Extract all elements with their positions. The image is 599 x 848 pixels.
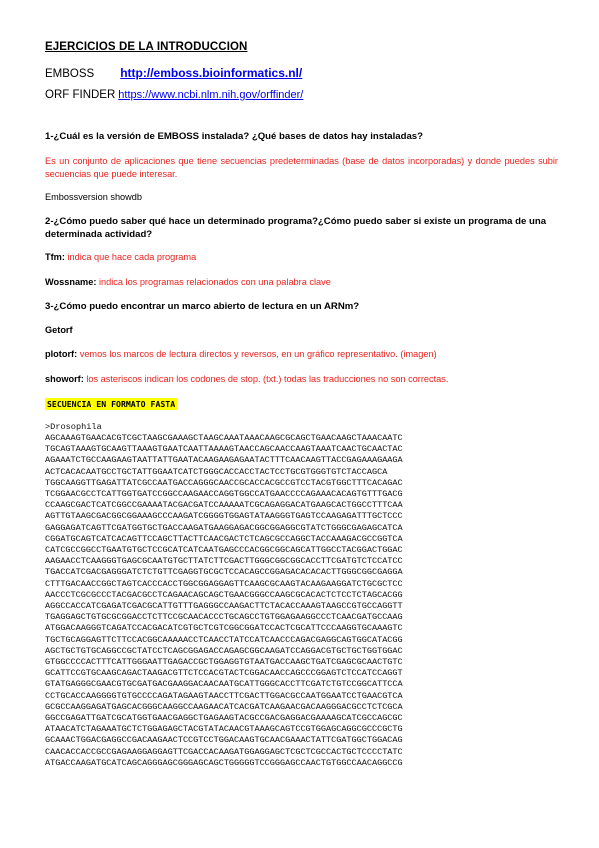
fasta-section-heading: SECUENCIA EN FORMATO FASTA — [47, 399, 176, 409]
fasta-sequence-line: CAACACCACCGCCGAGAAGGAGGAGTTCGACCACAAGATGGAGGAGCTCGCTCGCCACTGCTCCCCTATC — [45, 746, 403, 757]
plotorf-label: plotorf — [45, 349, 75, 359]
fasta-sequence-line: GAGGAGATCAGTTCGATGGTGCTGACCAAGATGAAGGAGACGGCGGAGGCGTATCTGGGCGAGAGCATCA — [45, 522, 403, 533]
fasta-sequence-line: TCGGAACGCCTCATTGGTGATCCGGCCAAGAACCAGGTGGCCATGAACCCCAGAAACACAGTGTTTGACG — [45, 489, 403, 500]
fasta-sequence-line: CCTGCACCAAGGGGTGTGCCCCAGATAGAAGTAACCTTCGACTTGGACGCCAATGGAATCCTGAACGTCA — [45, 690, 403, 701]
question-3: 3-¿Cómo puedo encontrar un marco abierto de lectura en un ARNm? — [45, 301, 360, 312]
fasta-sequence-line: TGGCAAGGTTGAGATTATCGCCAATGACCAGGGCAACCGCACCACGCCGTCCTACGTGGCTTTCACAGAC — [45, 477, 403, 488]
fasta-sequence-line: AGAAATCTGCCAAGAAGTAATTATTGAATACAAGAAGAGAATACTTTCAACAAGTTACCGAGAAAGAAGA — [45, 455, 403, 466]
fasta-sequence-line: CCAAGCGACTCATCGGCCGAAAATACGACGATCCAAAAATCGCAGAGGACATGAAGCACTGGCCTTTCAA — [45, 500, 403, 511]
fasta-sequence-line: TGAGGAGCTGTGCGCGGACCTCTTCCGCAACACCCTGCAGCCTGTGGAGAAGGCCCTCAACGATGCCAAG — [45, 612, 403, 623]
tfm-text: indica que hace cada programa — [67, 252, 197, 262]
fasta-sequence-line: AACCCTCGCGCCCTACGACGCCTCAGAACAGCAGCTGAACGGGCCAAGCGCACACTCTCCTCTAGCACGG — [45, 589, 403, 600]
orffinder-url-link[interactable]: https://www.ncbi.nlm.nih.gov/orffinder/ — [118, 89, 304, 101]
fasta-sequence-line: AGCAAAGTGAACACGTCGCTAAGCGAAAGCTAAGCAAATAAACAAGCGCAGCTGAACAAGCTAAACAATC — [45, 433, 403, 443]
fasta-sequence-line: CGGATGCAGTCATCACAGTTCCAGCTTACTTCAACGACTCTCAGCGCCAGGCTACCAAAGACGCCGGTCA — [45, 533, 403, 544]
page-title: EJERCICIOS DE LA INTRODUCCION — [45, 41, 248, 53]
fasta-sequence-line: CTTTGACAACCGGCTAGTCACCCACCTGGCGGAGGAGTTCAAGCGCAAGTACAAGAAGGATCTGCGCTCC — [45, 578, 403, 589]
fasta-sequence-line: GCGCCAAGGAGATGAGCACGGGCAAGGCCAAGAACATCACGATCAAGAACGACAAGGGACGCCTCTCGCA — [45, 701, 403, 712]
fasta-sequence-line: GCATTCCGTGCAAGCAGACTAAGACGTTCTCCACGTACTCGGACAACCAGCCCGGAGTCTCCATCCAGGT — [45, 668, 403, 679]
fasta-sequence-line: AGCTGCTGTGCAGGCCGCTATCCTCAGCGGAGACCAGAGCGGCAAGATCCAGGACGTGCTGCTGGTGGAC — [45, 645, 403, 656]
wossname-text: indica los programas relacionados con una palabra clave — [98, 277, 331, 287]
question-2: 2-¿Cómo puedo saber qué hace un determinado programa?¿Cómo puedo saber si existe un programa de una determinada actividad? — [45, 216, 547, 240]
tfm-label: Tfm — [45, 252, 62, 262]
showorf-label: showorf — [45, 374, 81, 384]
answer-1: Es un conjunto de aplicaciones que tiene secuencias predeterminadas (base de datos incorporadas) y donde puedes subir secuencias que puede interesar. — [45, 156, 558, 179]
emboss-link-row — [45, 66, 302, 80]
fasta-sequence-line: ATGACCAAGATGCATCAGCAGGGAGCGGGAGCAGCTGGGGGTCCGGGAGCCAACTGTGGCCAACAGGCCG — [45, 757, 403, 768]
orffinder-link-row — [45, 89, 303, 101]
plotorf-text: vemos los marcos de lectura directos y reversos, en un gráfico representativo. (imagen) — [79, 349, 437, 359]
fasta-sequence-line: AGTTGTAAGCGACGGCGGAAAGCCCAAGATCGGGGTGGAGTATAAGGGTGAGTCCAAGAGATTTGCTCCC — [45, 511, 403, 522]
orffinder-label: ORF FINDER — [45, 89, 116, 101]
fasta-sequence-line: TGCTGCAGGAGTTCTTCCACGGCAAAAACCTCAACCTATCCATCAACCCAGACGAGGCAGTGGCATACGG — [45, 634, 403, 645]
fasta-sequence-line: AAGAACCTCAAGGGTGAGCGCAATGTGCTTATCTTCGACTTGGGCGGCGGCACCTTCGATGTCTCCATCC — [45, 556, 403, 567]
fasta-sequence-line: ACTCACACAATGCCTGCTATTGGAATCATCTGGGCACCACCTACTCCTGCGTGGGTGTCTACCAGCA — [45, 466, 388, 477]
fasta-sequence-line: AGGCCACCATCGAGATCGACGCATTGTTTGAGGGCCAAGACTTCTACACCAAAGTAAGCCGTGCCAGGTT — [45, 601, 403, 612]
fasta-header: >Drosophila — [45, 422, 102, 432]
fasta-sequence-line: CATCGCCGGCCTGAATGTGCTCCGCATCATCAATGAGCCCACGGCGGCAGCATTGGCCTACGGACTGGAC — [45, 545, 403, 556]
fasta-sequence-line: GTGGCCCCACTTTCATTGGGAATTGAGACCGCTGGAGGTGTAATGACCAAGCTGATCGAGCGCAACTGTC — [45, 657, 403, 668]
commands-1: Embossversion showdb — [45, 192, 143, 202]
fasta-sequence — [45, 433, 403, 769]
answer-2-item-wossname: Wossname: indica los programas relacionados con una palabra clave — [45, 277, 331, 287]
fasta-sequence-line: GCAAACTGGACGAGGCCGACAAGAACTCCGTCCTGGACAAGTGCAACGAAACTATTCGATGGCTGGACAG — [45, 735, 403, 746]
emboss-label: EMBOSS — [45, 68, 95, 80]
showorf-text: los asteriscos indican los codones de stop. (txt.) todas las traducciones no son correctas. — [86, 374, 449, 384]
question-1: 1-¿Cuál es la versión de EMBOSS instalada? ¿Qué bases de datos hay instaladas? — [45, 131, 424, 142]
answer-3-item-showorf: showorf: los asteriscos indican los codones de stop. (txt.) todas las traducciones no son correctas. — [45, 374, 449, 384]
fasta-sequence-line: GGCCGAGATTGATCGCATGGTGAACGAGGCTGAGAAGTACGCCGACGAGGACGAAAAGCATCGCCAGCGC — [45, 713, 403, 724]
answer-3-item-plotorf: plotorf: vemos los marcos de lectura directos y reversos, en un gráfico representativo. (imagen) — [45, 349, 437, 359]
getorf-label: Getorf — [45, 325, 73, 335]
answer-2-item-tfm: Tfm: indica que hace cada programa — [45, 252, 197, 262]
fasta-sequence-line: TGACCATCGACGAGGGATCTCTGTTCGAGGTGCGCTCCACAGCCGGAGACACACACTTGGGCGGCGAGGA — [45, 567, 403, 578]
fasta-sequence-line: TGCAGTAAAGTGCAAGTTAAAGTGAATCAATTAAAAGTAACCAGCAACCAAGTAAATCAACTGCAACTAC — [45, 444, 403, 455]
fasta-sequence-line: ATGGACAAGGGTCAGATCCACGACATCGTGCTCGTCGGCGGATCCACTCGCATTCCCAAGGTGCAAAGTC — [45, 623, 403, 634]
emboss-url-link[interactable]: http://emboss.bioinformatics.nl/ — [120, 66, 303, 80]
fasta-sequence-line: ATAACATCTAGAAATGCTCTGGAGAGCTACGTATACAACGTAAAGCAGTCCGTGGAGCAGGCGCCCGCTG — [45, 724, 403, 735]
fasta-sequence-line: GTATGAGGGCGAACGTGCGATGACGAAGGACAACAATGCATTGGGCACCTTCGATCTGTCCGGCATTCCA — [45, 679, 403, 690]
wossname-label: Wossname — [45, 277, 94, 287]
